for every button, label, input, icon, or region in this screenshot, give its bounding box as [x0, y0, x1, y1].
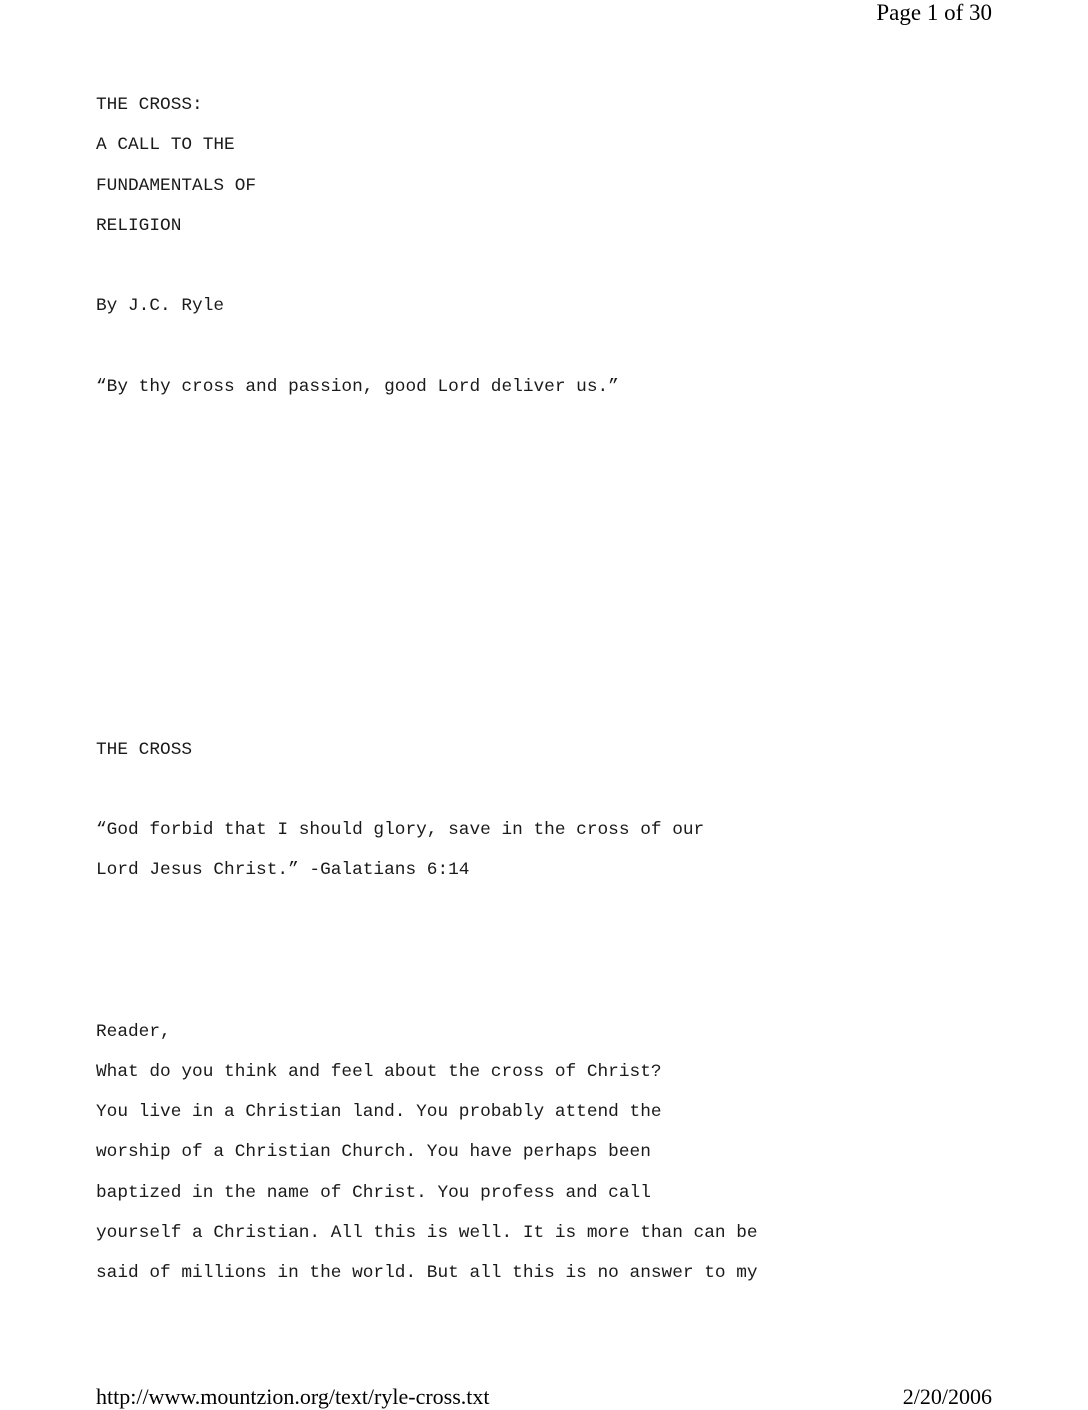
title-line-4: RELIGION	[96, 216, 182, 236]
title-line-3: FUNDAMENTALS OF	[96, 176, 257, 196]
verse-line-1: “God forbid that I should glory, save in the cross of our	[96, 820, 705, 840]
body-line-3: worship of a Christian Church. You have perhaps been	[96, 1142, 651, 1162]
body-line-4: baptized in the name of Christ. You profess and call	[96, 1183, 651, 1203]
chapter-heading: THE CROSS	[96, 740, 193, 760]
body-line-5: yourself a Christian. All this is well. It is more than can be	[96, 1223, 758, 1243]
source-url: http://www.mountzion.org/text/ryle-cross.txt	[96, 1384, 490, 1409]
body-line-1: What do you think and feel about the cross of Christ?	[96, 1062, 662, 1082]
page-number: Page 1 of 30	[876, 0, 992, 25]
body-line-6: said of millions in the world. But all this is no answer to my	[96, 1263, 758, 1283]
print-date: 2/20/2006	[902, 1384, 992, 1409]
title-line-2: A CALL TO THE	[96, 135, 235, 155]
author-line: By J.C. Ryle	[96, 296, 225, 316]
title-line-1: THE CROSS:	[96, 95, 203, 115]
epigraph: “By thy cross and passion, good Lord deliver us.”	[96, 377, 619, 397]
verse-line-2: Lord Jesus Christ.” -Galatians 6:14	[96, 860, 470, 880]
salutation: Reader,	[96, 1022, 171, 1042]
body-line-2: You live in a Christian land. You probably attend the	[96, 1102, 662, 1122]
